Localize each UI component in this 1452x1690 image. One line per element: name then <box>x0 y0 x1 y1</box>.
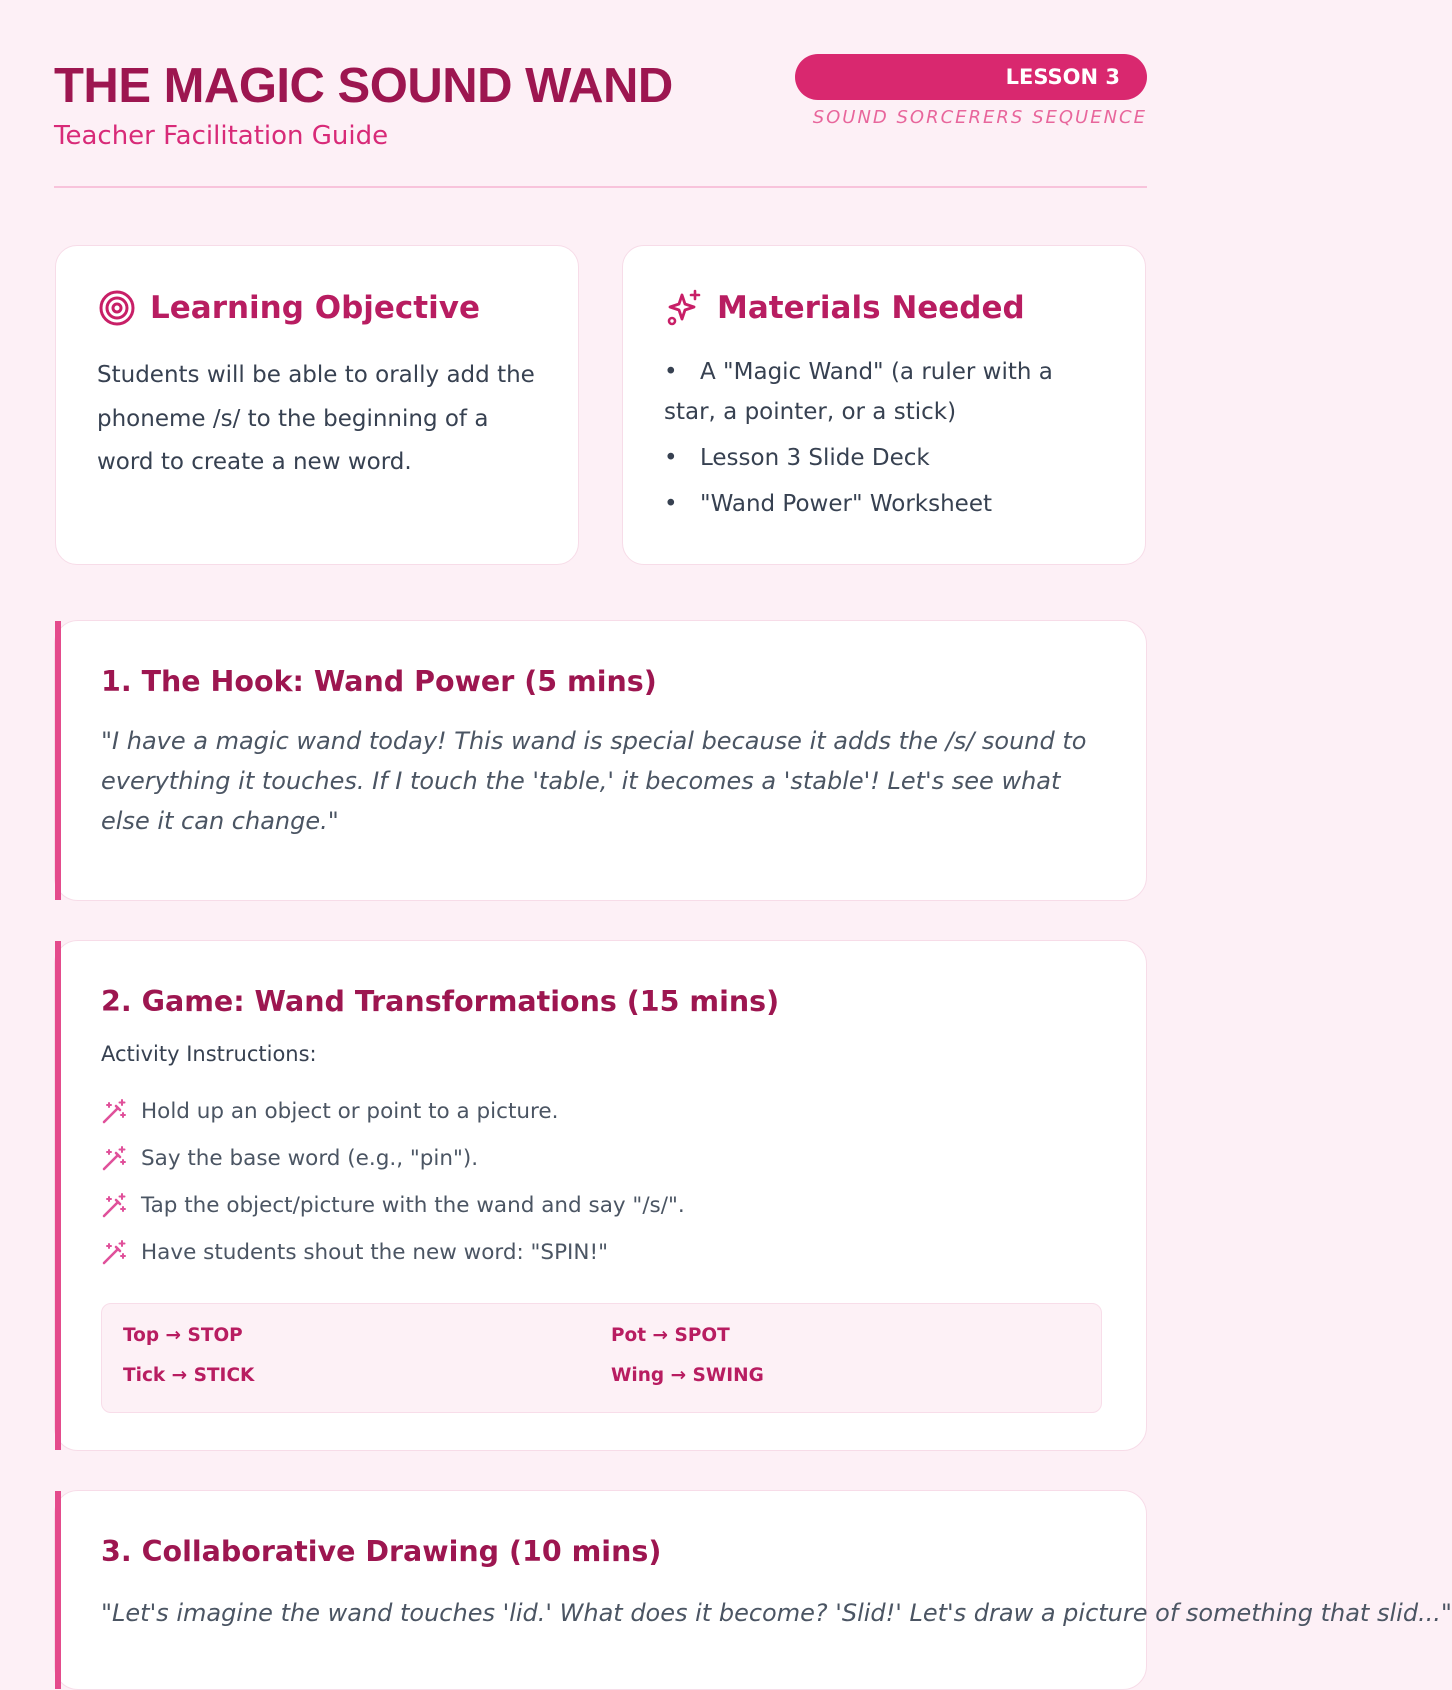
sequence-label: SOUND SORCERERS SEQUENCE <box>812 107 1147 128</box>
page-title: THE MAGIC SOUND WAND <box>54 59 673 113</box>
magic-wand-icon <box>101 1145 128 1172</box>
game-section <box>54 940 1147 1451</box>
header-divider <box>54 186 1147 188</box>
word-pair: Pot → SPOT <box>611 1325 730 1346</box>
learning-objective-header <box>98 288 480 328</box>
activity-step: Hold up an object or point to a picture. <box>101 1088 685 1135</box>
learning-objective-text: Students will be able to orally add the phoneme /s/ to the beginning of a word to create a new word. <box>97 362 535 475</box>
materials-item: • A "Magic Wand" (a ruler with a star, a pointer, or a stick) <box>664 359 1053 425</box>
page-subtitle: Teacher Facilitation Guide <box>54 121 389 151</box>
magic-wand-icon <box>101 1098 128 1125</box>
materials-item: • "Wand Power" Worksheet <box>664 491 992 517</box>
lesson-badge: LESSON 3 <box>795 54 1147 100</box>
activity-step: Say the base word (e.g., "pin"). <box>101 1135 685 1182</box>
drawing-heading: 3. Collaborative Drawing (10 mins) <box>101 1535 662 1568</box>
word-pair: Top → STOP <box>123 1325 243 1346</box>
materials-list <box>664 352 1104 530</box>
materials-item: • Lesson 3 Slide Deck <box>664 445 930 471</box>
magic-wand-icon <box>101 1239 128 1266</box>
hook-heading: 1. The Hook: Wand Power (5 mins) <box>101 665 657 698</box>
sparkles-icon <box>665 289 703 327</box>
activity-step: Tap the object/picture with the wand and say "/s/". <box>101 1182 685 1229</box>
word-pair: Tick → STICK <box>123 1365 255 1386</box>
activity-instructions-label: Activity Instructions: <box>101 1042 317 1066</box>
materials-card <box>622 245 1146 565</box>
learning-objective-heading: Learning Objective <box>150 290 480 326</box>
target-icon <box>98 289 136 327</box>
page-header <box>54 0 1147 190</box>
magic-wand-icon <box>101 1192 128 1219</box>
materials-heading: Materials Needed <box>717 290 1025 326</box>
materials-header <box>665 288 1025 328</box>
game-heading: 2. Game: Wand Transformations (15 mins) <box>101 985 780 1018</box>
hook-quote: "I have a magic wand today! This wand is special because it adds the /s/ sound to everything it touches. If I touch the 'table,' it becomes a 'stable'! Let's see what else it can change." <box>101 727 1087 835</box>
collaborative-drawing-section <box>54 1490 1452 1690</box>
word-pair: Wing → SWING <box>611 1365 764 1386</box>
drawing-quote: "Let's imagine the wand touches 'lid.' What does it become? 'Slid!' Let's draw a picture of something that slid..." <box>101 1599 1452 1627</box>
activity-steps-list <box>101 1088 685 1276</box>
hook-section <box>54 620 1147 901</box>
activity-step: Have students shout the new word: "SPIN!" <box>101 1229 685 1276</box>
word-transformations-box <box>101 1303 1102 1413</box>
learning-objective-card <box>55 245 579 565</box>
